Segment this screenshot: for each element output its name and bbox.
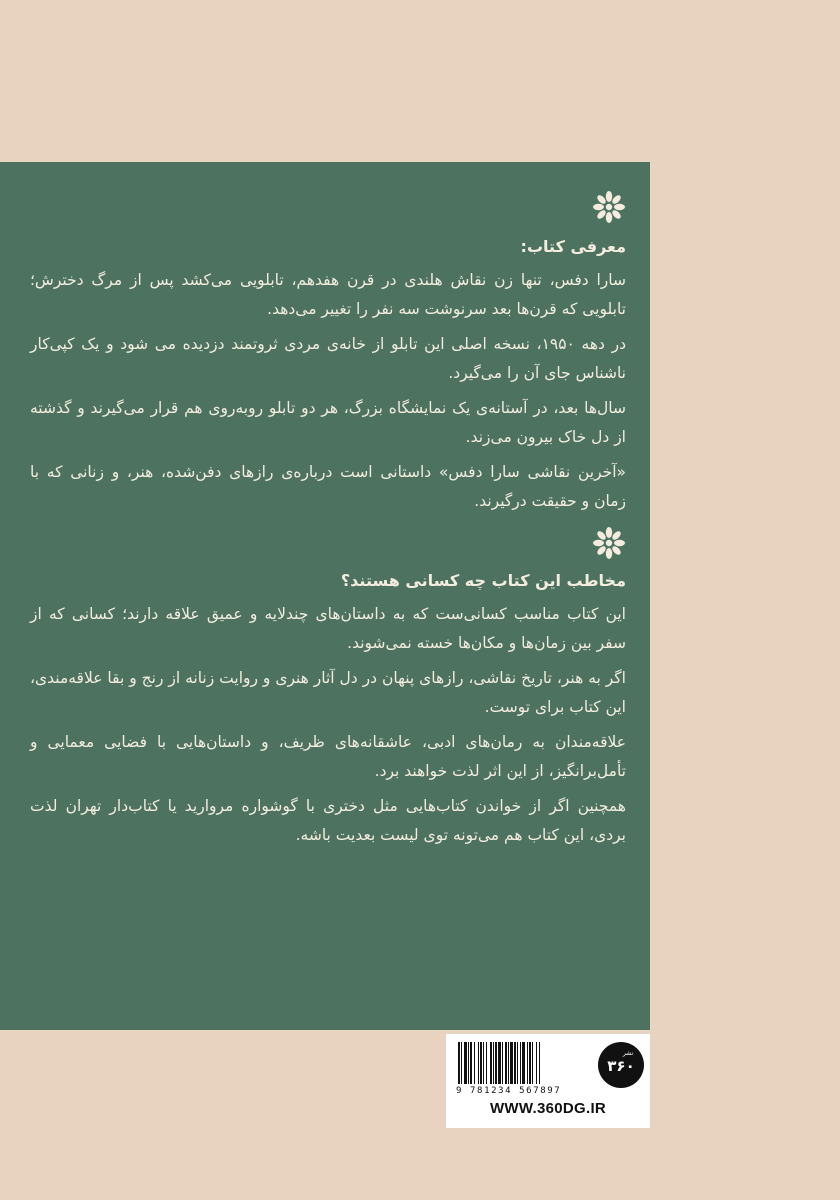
audience-paragraph: این کتاب مناسب کسانی‌ست که به داستان‌های چندلایه و عمیق علاقه دارند؛ کسانی که از سفر بین زمان‌ها و مکان‌ها خسته نمی‌شوند. [30, 605, 626, 652]
website-url: WWW.360DG.IR [489, 1100, 607, 1117]
isbn-digits: 9 781234 567897 [456, 1086, 562, 1096]
section-heading-audience: مخاطب این کتاب چه کسانی هستند؟ [340, 571, 626, 590]
intro-paragraph: سال‌ها بعد، در آستانه‌ی یک نمایشگاه بزرگ، هر دو تابلو روبه‌روی هم قرار می‌گیرند و گذشته از دل خاک بیرون می‌زند. [30, 399, 626, 446]
barcode-bar [540, 1042, 541, 1084]
publisher-logo-small-text: نشر [622, 1050, 634, 1057]
intro-paragraph: در دهه ۱۹۵۰، نسخه اصلی این تابلو از خانه‌ی مردی ثروتمند دزدیده می شود و یک کپی‌کار ناشناس جای آن را می‌گیرد. [30, 335, 626, 382]
flower-icon [592, 190, 626, 224]
intro-paragraph: سارا دفس، تنها زن نقاش هلندی در قرن هفدهم، تابلویی می‌کشد پس از مرگ دخترش؛ تابلویی که قرن‌ها بعد سرنوشت سه نفر را تغییر می‌دهد. [30, 271, 626, 318]
section-heading-intro: معرفی کتاب: [520, 237, 626, 256]
book-description-panel [0, 162, 650, 1030]
flower-icon [592, 526, 626, 560]
audience-paragraph: اگر به هنر، تاریخ نقاشی، رازهای پنهان در دل آثار هنری و روایت زنانه از رنج و بقا علاقه‌مندی، این کتاب برای توست. [30, 669, 626, 716]
publisher-logo-text: ۳۶۰ [607, 1057, 635, 1075]
barcode-box [446, 1034, 650, 1128]
intro-paragraph: «آخرین نقاشی سارا دفس» داستانی است درباره‌ی رازهای دفن‌شده، هنر، و زنانی که با زمان و حقیقت درگیرند. [30, 463, 626, 510]
audience-paragraph: علاقه‌مندان به رمان‌های ادبی، عاشقانه‌های ظریف، و داستان‌هایی با فضایی معمایی و تأمل‌برانگیز، از این اثر لذت خواهند برد. [30, 733, 626, 780]
publisher-logo [596, 1040, 646, 1090]
isbn-barcode [458, 1042, 586, 1084]
audience-paragraph: همچنین اگر از خواندن کتاب‌هایی مثل دختری با گوشواره مروارید یا کتاب‌دار تهران لذت بردی، این کتاب هم می‌تونه توی لیست بعدیت باشه. [30, 797, 626, 844]
